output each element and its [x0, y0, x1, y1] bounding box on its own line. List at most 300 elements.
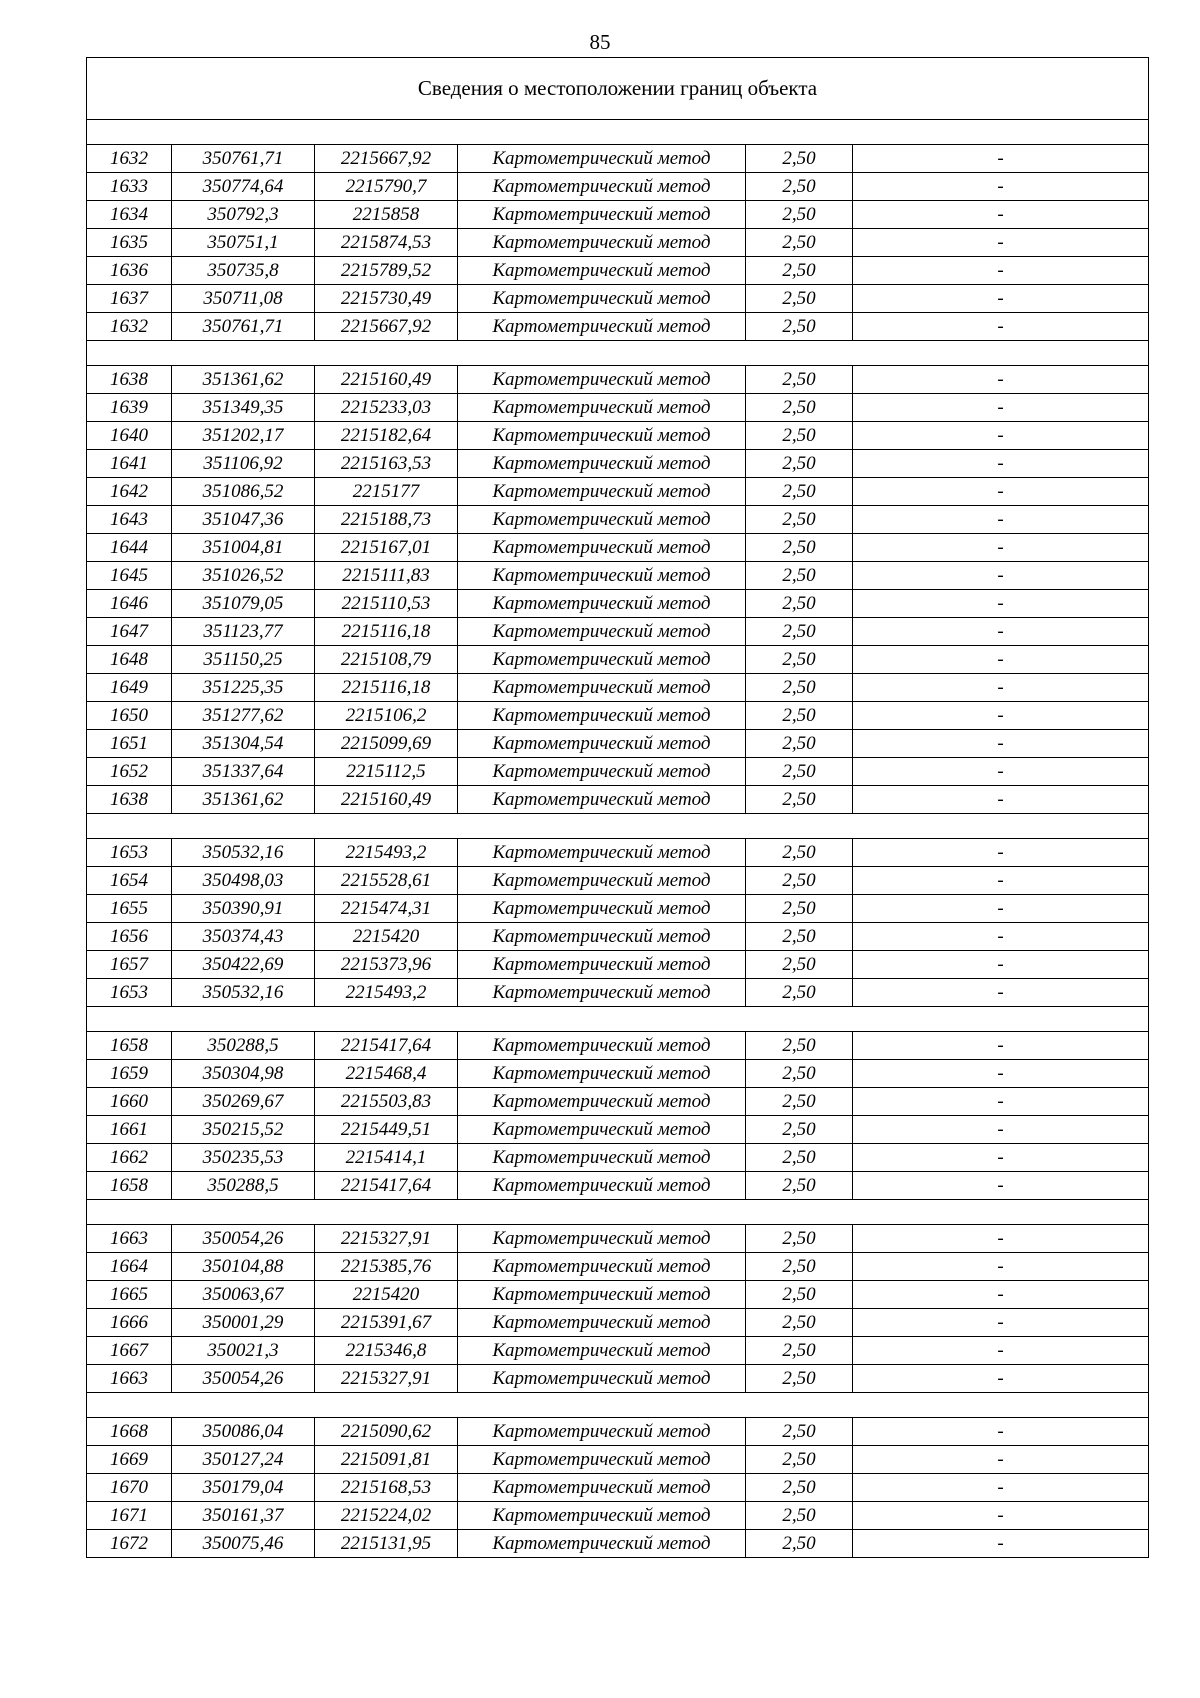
accuracy-cell: 2,50	[746, 1172, 853, 1200]
x-coordinate-cell: 350751,1	[172, 229, 315, 257]
x-coordinate-cell: 350390,91	[172, 895, 315, 923]
method-cell: Картометрический метод	[458, 1060, 746, 1088]
y-coordinate-cell: 2215327,91	[315, 1365, 458, 1393]
point-number-cell: 1653	[87, 979, 172, 1007]
table-row	[87, 145, 1149, 173]
description-cell: -	[853, 285, 1149, 313]
y-coordinate-cell: 2215346,8	[315, 1337, 458, 1365]
description-cell: -	[853, 1032, 1149, 1060]
accuracy-cell: 2,50	[746, 1088, 853, 1116]
table-row	[87, 450, 1149, 478]
point-number-cell: 1651	[87, 730, 172, 758]
accuracy-cell: 2,50	[746, 285, 853, 313]
y-coordinate-cell: 2215790,7	[315, 173, 458, 201]
x-coordinate-cell: 351361,62	[172, 366, 315, 394]
table-row	[87, 839, 1149, 867]
x-coordinate-cell: 350001,29	[172, 1309, 315, 1337]
x-coordinate-cell: 351361,62	[172, 786, 315, 814]
accuracy-cell: 2,50	[746, 201, 853, 229]
separator-cell	[87, 1393, 1149, 1418]
point-number-cell: 1658	[87, 1172, 172, 1200]
contour-separator-row	[87, 1393, 1149, 1418]
point-number-cell: 1637	[87, 285, 172, 313]
y-coordinate-cell: 2215503,83	[315, 1088, 458, 1116]
description-cell: -	[853, 313, 1149, 341]
accuracy-cell: 2,50	[746, 923, 853, 951]
method-cell: Картометрический метод	[458, 1365, 746, 1393]
separator-cell	[87, 814, 1149, 839]
x-coordinate-cell: 350288,5	[172, 1032, 315, 1060]
table-row	[87, 1172, 1149, 1200]
x-coordinate-cell: 350711,08	[172, 285, 315, 313]
table-row	[87, 1474, 1149, 1502]
point-number-cell: 1632	[87, 145, 172, 173]
method-cell: Картометрический метод	[458, 786, 746, 814]
x-coordinate-cell: 351202,17	[172, 422, 315, 450]
method-cell: Картометрический метод	[458, 702, 746, 730]
x-coordinate-cell: 351004,81	[172, 534, 315, 562]
accuracy-cell: 2,50	[746, 173, 853, 201]
separator-cell	[87, 120, 1149, 145]
description-cell: -	[853, 229, 1149, 257]
x-coordinate-cell: 350086,04	[172, 1418, 315, 1446]
y-coordinate-cell: 2215091,81	[315, 1446, 458, 1474]
table-row	[87, 257, 1149, 285]
method-cell: Картометрический метод	[458, 1225, 746, 1253]
description-cell: -	[853, 366, 1149, 394]
x-coordinate-cell: 350304,98	[172, 1060, 315, 1088]
description-cell: -	[853, 618, 1149, 646]
accuracy-cell: 2,50	[746, 1281, 853, 1309]
point-number-cell: 1645	[87, 562, 172, 590]
accuracy-cell: 2,50	[746, 1365, 853, 1393]
point-number-cell: 1633	[87, 173, 172, 201]
point-number-cell: 1657	[87, 951, 172, 979]
point-number-cell: 1654	[87, 867, 172, 895]
x-coordinate-cell: 350063,67	[172, 1281, 315, 1309]
accuracy-cell: 2,50	[746, 590, 853, 618]
point-number-cell: 1668	[87, 1418, 172, 1446]
point-number-cell: 1635	[87, 229, 172, 257]
table-row	[87, 1418, 1149, 1446]
point-number-cell: 1643	[87, 506, 172, 534]
y-coordinate-cell: 2215493,2	[315, 979, 458, 1007]
x-coordinate-cell: 351123,77	[172, 618, 315, 646]
description-cell: -	[853, 1281, 1149, 1309]
table-row	[87, 895, 1149, 923]
table-row	[87, 1337, 1149, 1365]
accuracy-cell: 2,50	[746, 394, 853, 422]
point-number-cell: 1652	[87, 758, 172, 786]
y-coordinate-cell: 2215373,96	[315, 951, 458, 979]
x-coordinate-cell: 350127,24	[172, 1446, 315, 1474]
accuracy-cell: 2,50	[746, 1309, 853, 1337]
description-cell: -	[853, 867, 1149, 895]
x-coordinate-cell: 351304,54	[172, 730, 315, 758]
description-cell: -	[853, 1116, 1149, 1144]
description-cell: -	[853, 173, 1149, 201]
x-coordinate-cell: 350422,69	[172, 951, 315, 979]
method-cell: Картометрический метод	[458, 1172, 746, 1200]
accuracy-cell: 2,50	[746, 1144, 853, 1172]
description-cell: -	[853, 1502, 1149, 1530]
description-cell: -	[853, 450, 1149, 478]
description-cell: -	[853, 1446, 1149, 1474]
accuracy-cell: 2,50	[746, 979, 853, 1007]
description-cell: -	[853, 534, 1149, 562]
accuracy-cell: 2,50	[746, 1418, 853, 1446]
table-row	[87, 674, 1149, 702]
accuracy-cell: 2,50	[746, 839, 853, 867]
y-coordinate-cell: 2215111,83	[315, 562, 458, 590]
table-row	[87, 394, 1149, 422]
table-row	[87, 1144, 1149, 1172]
point-number-cell: 1672	[87, 1530, 172, 1558]
method-cell: Картометрический метод	[458, 730, 746, 758]
method-cell: Картометрический метод	[458, 1281, 746, 1309]
point-number-cell: 1666	[87, 1309, 172, 1337]
method-cell: Картометрический метод	[458, 1253, 746, 1281]
accuracy-cell: 2,50	[746, 951, 853, 979]
point-number-cell: 1650	[87, 702, 172, 730]
point-number-cell: 1655	[87, 895, 172, 923]
table-row	[87, 923, 1149, 951]
boundary-table-frame	[86, 57, 1149, 1558]
y-coordinate-cell: 2215420	[315, 1281, 458, 1309]
accuracy-cell: 2,50	[746, 450, 853, 478]
description-cell: -	[853, 1144, 1149, 1172]
y-coordinate-cell: 2215417,64	[315, 1032, 458, 1060]
point-number-cell: 1647	[87, 618, 172, 646]
table-row	[87, 590, 1149, 618]
description-cell: -	[853, 1418, 1149, 1446]
method-cell: Картометрический метод	[458, 478, 746, 506]
point-number-cell: 1663	[87, 1225, 172, 1253]
y-coordinate-cell: 2215667,92	[315, 313, 458, 341]
x-coordinate-cell: 350288,5	[172, 1172, 315, 1200]
y-coordinate-cell: 2215528,61	[315, 867, 458, 895]
method-cell: Картометрический метод	[458, 1418, 746, 1446]
contour-separator-row	[87, 814, 1149, 839]
point-number-cell: 1663	[87, 1365, 172, 1393]
x-coordinate-cell: 351106,92	[172, 450, 315, 478]
y-coordinate-cell: 2215391,67	[315, 1309, 458, 1337]
method-cell: Картометрический метод	[458, 450, 746, 478]
method-cell: Картометрический метод	[458, 867, 746, 895]
table-row	[87, 173, 1149, 201]
method-cell: Картометрический метод	[458, 1116, 746, 1144]
description-cell: -	[853, 1172, 1149, 1200]
y-coordinate-cell: 2215667,92	[315, 145, 458, 173]
table-row	[87, 534, 1149, 562]
y-coordinate-cell: 2215182,64	[315, 422, 458, 450]
description-cell: -	[853, 1253, 1149, 1281]
description-cell: -	[853, 422, 1149, 450]
method-cell: Картометрический метод	[458, 562, 746, 590]
method-cell: Картометрический метод	[458, 839, 746, 867]
table-row	[87, 867, 1149, 895]
x-coordinate-cell: 350774,64	[172, 173, 315, 201]
x-coordinate-cell: 350179,04	[172, 1474, 315, 1502]
table-row	[87, 702, 1149, 730]
method-cell: Картометрический метод	[458, 618, 746, 646]
table-row	[87, 478, 1149, 506]
x-coordinate-cell: 350235,53	[172, 1144, 315, 1172]
table-title: Сведения о местоположении границ объекта	[86, 57, 1149, 119]
x-coordinate-cell: 350735,8	[172, 257, 315, 285]
x-coordinate-cell: 350792,3	[172, 201, 315, 229]
accuracy-cell: 2,50	[746, 1225, 853, 1253]
point-number-cell: 1662	[87, 1144, 172, 1172]
table-row	[87, 1365, 1149, 1393]
y-coordinate-cell: 2215420	[315, 923, 458, 951]
x-coordinate-cell: 350054,26	[172, 1225, 315, 1253]
x-coordinate-cell: 350021,3	[172, 1337, 315, 1365]
method-cell: Картометрический метод	[458, 145, 746, 173]
description-cell: -	[853, 1225, 1149, 1253]
table-row	[87, 1032, 1149, 1060]
description-cell: -	[853, 506, 1149, 534]
coordinates-table	[86, 119, 1149, 1558]
table-row	[87, 422, 1149, 450]
accuracy-cell: 2,50	[746, 313, 853, 341]
table-row	[87, 979, 1149, 1007]
table-row	[87, 758, 1149, 786]
table-row	[87, 201, 1149, 229]
x-coordinate-cell: 350215,52	[172, 1116, 315, 1144]
description-cell: -	[853, 1474, 1149, 1502]
accuracy-cell: 2,50	[746, 758, 853, 786]
table-row	[87, 1530, 1149, 1558]
y-coordinate-cell: 2215730,49	[315, 285, 458, 313]
x-coordinate-cell: 351079,05	[172, 590, 315, 618]
point-number-cell: 1667	[87, 1337, 172, 1365]
table-row	[87, 1225, 1149, 1253]
y-coordinate-cell: 2215858	[315, 201, 458, 229]
x-coordinate-cell: 351337,64	[172, 758, 315, 786]
y-coordinate-cell: 2215110,53	[315, 590, 458, 618]
method-cell: Картометрический метод	[458, 646, 746, 674]
x-coordinate-cell: 351047,36	[172, 506, 315, 534]
table-row	[87, 313, 1149, 341]
method-cell: Картометрический метод	[458, 1474, 746, 1502]
accuracy-cell: 2,50	[746, 1474, 853, 1502]
x-coordinate-cell: 350104,88	[172, 1253, 315, 1281]
method-cell: Картометрический метод	[458, 1309, 746, 1337]
point-number-cell: 1661	[87, 1116, 172, 1144]
description-cell: -	[853, 951, 1149, 979]
separator-cell	[87, 341, 1149, 366]
accuracy-cell: 2,50	[746, 145, 853, 173]
table-row	[87, 730, 1149, 758]
y-coordinate-cell: 2215224,02	[315, 1502, 458, 1530]
accuracy-cell: 2,50	[746, 867, 853, 895]
method-cell: Картометрический метод	[458, 1088, 746, 1116]
separator-cell	[87, 1200, 1149, 1225]
point-number-cell: 1656	[87, 923, 172, 951]
description-cell: -	[853, 730, 1149, 758]
accuracy-cell: 2,50	[746, 1060, 853, 1088]
accuracy-cell: 2,50	[746, 1446, 853, 1474]
contour-separator-row	[87, 1007, 1149, 1032]
table-row	[87, 1060, 1149, 1088]
point-number-cell: 1638	[87, 786, 172, 814]
method-cell: Картометрический метод	[458, 895, 746, 923]
point-number-cell: 1649	[87, 674, 172, 702]
method-cell: Картометрический метод	[458, 951, 746, 979]
point-number-cell: 1671	[87, 1502, 172, 1530]
method-cell: Картометрический метод	[458, 1144, 746, 1172]
y-coordinate-cell: 2215160,49	[315, 366, 458, 394]
point-number-cell: 1648	[87, 646, 172, 674]
method-cell: Картометрический метод	[458, 257, 746, 285]
description-cell: -	[853, 1088, 1149, 1116]
method-cell: Картометрический метод	[458, 173, 746, 201]
x-coordinate-cell: 350161,37	[172, 1502, 315, 1530]
y-coordinate-cell: 2215116,18	[315, 674, 458, 702]
y-coordinate-cell: 2215106,2	[315, 702, 458, 730]
point-number-cell: 1659	[87, 1060, 172, 1088]
x-coordinate-cell: 351026,52	[172, 562, 315, 590]
description-cell: -	[853, 590, 1149, 618]
separator-cell	[87, 1007, 1149, 1032]
method-cell: Картометрический метод	[458, 506, 746, 534]
table-row	[87, 1281, 1149, 1309]
table-row	[87, 1309, 1149, 1337]
point-number-cell: 1670	[87, 1474, 172, 1502]
accuracy-cell: 2,50	[746, 730, 853, 758]
contour-separator-row	[87, 1200, 1149, 1225]
table-row	[87, 562, 1149, 590]
point-number-cell: 1646	[87, 590, 172, 618]
contour-separator-row	[87, 120, 1149, 145]
method-cell: Картометрический метод	[458, 1032, 746, 1060]
x-coordinate-cell: 351225,35	[172, 674, 315, 702]
description-cell: -	[853, 702, 1149, 730]
x-coordinate-cell: 351349,35	[172, 394, 315, 422]
y-coordinate-cell: 2215163,53	[315, 450, 458, 478]
y-coordinate-cell: 2215493,2	[315, 839, 458, 867]
y-coordinate-cell: 2215167,01	[315, 534, 458, 562]
page-number: 85	[589, 30, 611, 54]
method-cell: Картометрический метод	[458, 1337, 746, 1365]
x-coordinate-cell: 350761,71	[172, 145, 315, 173]
method-cell: Картометрический метод	[458, 201, 746, 229]
x-coordinate-cell: 350075,46	[172, 1530, 315, 1558]
table-row	[87, 1502, 1149, 1530]
y-coordinate-cell: 2215131,95	[315, 1530, 458, 1558]
y-coordinate-cell: 2215385,76	[315, 1253, 458, 1281]
method-cell: Картометрический метод	[458, 590, 746, 618]
description-cell: -	[853, 786, 1149, 814]
table-row	[87, 1446, 1149, 1474]
y-coordinate-cell: 2215168,53	[315, 1474, 458, 1502]
accuracy-cell: 2,50	[746, 1530, 853, 1558]
point-number-cell: 1634	[87, 201, 172, 229]
x-coordinate-cell: 351277,62	[172, 702, 315, 730]
point-number-cell: 1640	[87, 422, 172, 450]
description-cell: -	[853, 758, 1149, 786]
description-cell: -	[853, 394, 1149, 422]
description-cell: -	[853, 201, 1149, 229]
method-cell: Картометрический метод	[458, 1502, 746, 1530]
description-cell: -	[853, 646, 1149, 674]
accuracy-cell: 2,50	[746, 702, 853, 730]
table-row	[87, 618, 1149, 646]
accuracy-cell: 2,50	[746, 895, 853, 923]
method-cell: Картометрический метод	[458, 923, 746, 951]
y-coordinate-cell: 2215789,52	[315, 257, 458, 285]
accuracy-cell: 2,50	[746, 422, 853, 450]
x-coordinate-cell: 350532,16	[172, 979, 315, 1007]
description-cell: -	[853, 1365, 1149, 1393]
y-coordinate-cell: 2215449,51	[315, 1116, 458, 1144]
table-row	[87, 366, 1149, 394]
method-cell: Картометрический метод	[458, 285, 746, 313]
x-coordinate-cell: 350498,03	[172, 867, 315, 895]
description-cell: -	[853, 1060, 1149, 1088]
method-cell: Картометрический метод	[458, 1530, 746, 1558]
point-number-cell: 1636	[87, 257, 172, 285]
description-cell: -	[853, 1530, 1149, 1558]
y-coordinate-cell: 2215090,62	[315, 1418, 458, 1446]
accuracy-cell: 2,50	[746, 618, 853, 646]
contour-separator-row	[87, 341, 1149, 366]
accuracy-cell: 2,50	[746, 1116, 853, 1144]
table-row	[87, 285, 1149, 313]
point-number-cell: 1641	[87, 450, 172, 478]
y-coordinate-cell: 2215099,69	[315, 730, 458, 758]
method-cell: Картометрический метод	[458, 422, 746, 450]
accuracy-cell: 2,50	[746, 786, 853, 814]
accuracy-cell: 2,50	[746, 1337, 853, 1365]
x-coordinate-cell: 350761,71	[172, 313, 315, 341]
y-coordinate-cell: 2215327,91	[315, 1225, 458, 1253]
x-coordinate-cell: 351086,52	[172, 478, 315, 506]
description-cell: -	[853, 1309, 1149, 1337]
x-coordinate-cell: 350532,16	[172, 839, 315, 867]
point-number-cell: 1658	[87, 1032, 172, 1060]
method-cell: Картометрический метод	[458, 674, 746, 702]
method-cell: Картометрический метод	[458, 758, 746, 786]
y-coordinate-cell: 2215116,18	[315, 618, 458, 646]
x-coordinate-cell: 350374,43	[172, 923, 315, 951]
y-coordinate-cell: 2215160,49	[315, 786, 458, 814]
point-number-cell: 1665	[87, 1281, 172, 1309]
accuracy-cell: 2,50	[746, 1032, 853, 1060]
accuracy-cell: 2,50	[746, 229, 853, 257]
table-row	[87, 506, 1149, 534]
method-cell: Картометрический метод	[458, 394, 746, 422]
description-cell: -	[853, 478, 1149, 506]
y-coordinate-cell: 2215414,1	[315, 1144, 458, 1172]
accuracy-cell: 2,50	[746, 257, 853, 285]
table-row	[87, 1088, 1149, 1116]
description-cell: -	[853, 839, 1149, 867]
y-coordinate-cell: 2215417,64	[315, 1172, 458, 1200]
description-cell: -	[853, 257, 1149, 285]
table-row	[87, 786, 1149, 814]
method-cell: Картометрический метод	[458, 1446, 746, 1474]
accuracy-cell: 2,50	[746, 534, 853, 562]
accuracy-cell: 2,50	[746, 646, 853, 674]
y-coordinate-cell: 2215108,79	[315, 646, 458, 674]
description-cell: -	[853, 923, 1149, 951]
x-coordinate-cell: 350269,67	[172, 1088, 315, 1116]
description-cell: -	[853, 979, 1149, 1007]
x-coordinate-cell: 350054,26	[172, 1365, 315, 1393]
table-row	[87, 646, 1149, 674]
